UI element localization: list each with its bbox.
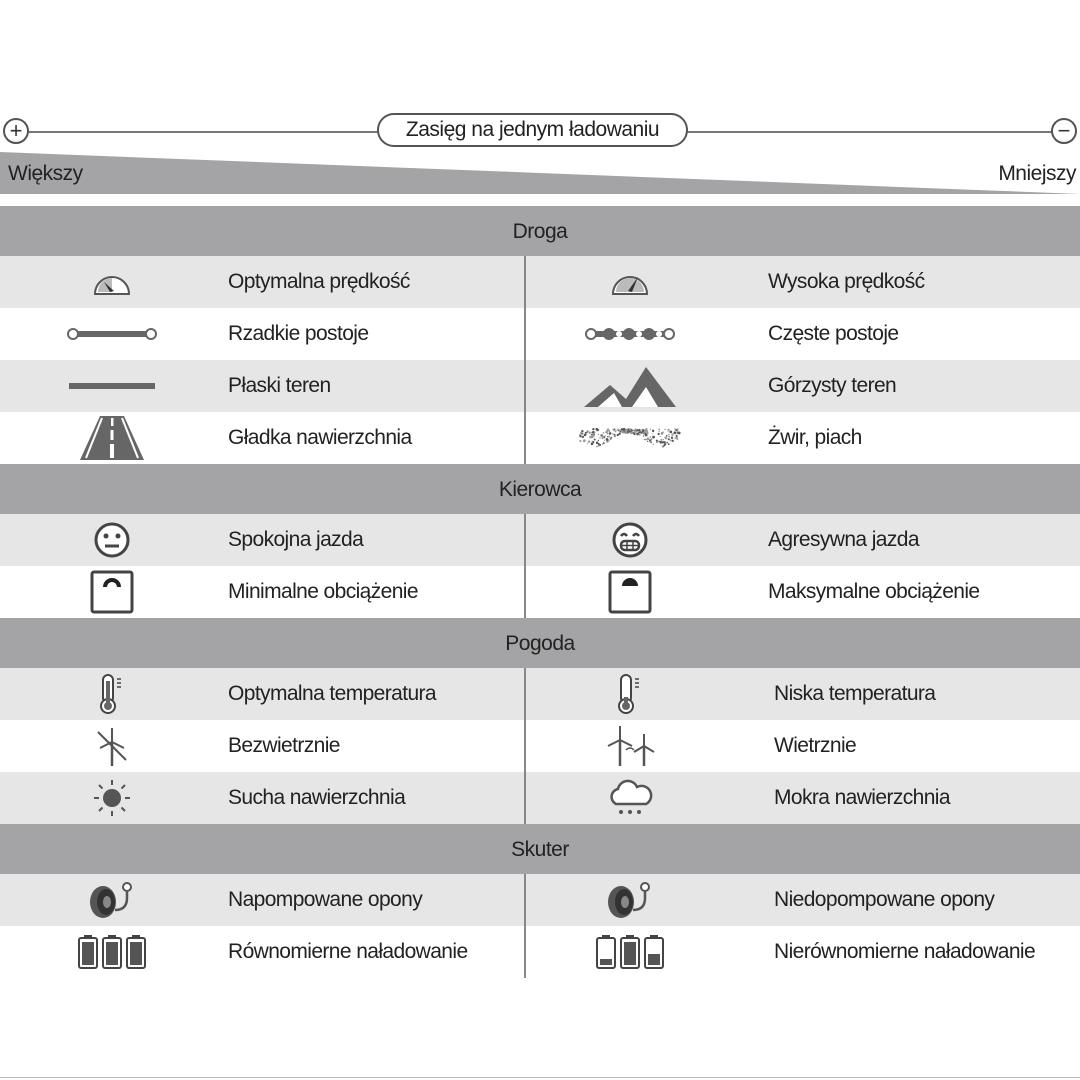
factor-label: Wysoka prędkość — [768, 270, 925, 293]
section-header-skuter: Skuter — [0, 824, 1080, 874]
range-wedge — [0, 152, 1080, 194]
factor-row — [0, 720, 1080, 772]
factor-label: Optymalna prędkość — [228, 270, 410, 293]
wind-turbine-off-icon — [52, 720, 172, 772]
factor-row — [0, 566, 1080, 618]
factor-label: Rzadkie postoje — [228, 322, 369, 345]
road-icon — [52, 412, 172, 464]
factor-row — [0, 668, 1080, 720]
flat-terrain-icon — [52, 360, 172, 412]
factor-label: Wietrznie — [774, 734, 857, 757]
factor-label: Płaski teren — [228, 374, 331, 397]
factor-row — [0, 412, 1080, 464]
range-title: Zasięg na jednym ładowaniu — [377, 113, 688, 147]
rain-cloud-icon — [570, 772, 690, 824]
factor-label: Bezwietrznie — [228, 734, 340, 757]
factor-label: Równomierne naładowanie — [228, 940, 468, 963]
factor-label: Sucha nawierzchnia — [228, 786, 406, 809]
tire-pressure-full-icon — [52, 874, 172, 926]
bottom-divider — [0, 1077, 1080, 1078]
factor-row — [0, 772, 1080, 824]
factor-row — [0, 514, 1080, 566]
range-scale-header — [0, 112, 1080, 152]
batteries-uneven-icon — [570, 926, 690, 978]
section-header-kierowca: Kierowca — [0, 464, 1080, 514]
factor-label: Niedopompowane opony — [774, 888, 995, 911]
factor-row — [0, 926, 1080, 978]
factor-label: Minimalne obciążenie — [228, 580, 418, 603]
factors-table — [0, 206, 1080, 978]
factor-row — [0, 874, 1080, 926]
less-label: Mniejszy — [998, 162, 1076, 185]
factor-label: Maksymalne obciążenie — [768, 580, 980, 603]
factor-label: Spokojna jazda — [228, 528, 364, 551]
factor-label: Gładka nawierzchnia — [228, 426, 412, 449]
section-header-pogoda: Pogoda — [0, 618, 1080, 668]
factor-label: Napompowane opony — [228, 888, 423, 911]
thermometer-low-icon — [570, 668, 690, 720]
more-label: Większy — [8, 162, 83, 185]
factor-label: Optymalna temperatura — [228, 682, 437, 705]
factor-label: Górzysty teren — [768, 374, 897, 397]
plus-icon: + — [3, 118, 29, 144]
factor-row — [0, 256, 1080, 308]
factor-label: Żwir, piach — [768, 426, 862, 449]
grimace-face-icon — [570, 514, 690, 566]
scale-min-icon — [52, 566, 172, 618]
factor-row — [0, 308, 1080, 360]
batteries-even-icon — [52, 926, 172, 978]
tire-pressure-low-icon — [570, 874, 690, 926]
speedometer-low-icon — [52, 256, 172, 308]
wind-turbines-icon — [570, 720, 690, 772]
frequent-stops-icon — [570, 308, 690, 360]
calm-face-icon — [52, 514, 172, 566]
factor-label: Częste postoje — [768, 322, 899, 345]
section-header-droga: Droga — [0, 206, 1080, 256]
speedometer-high-icon — [570, 256, 690, 308]
factor-label: Mokra nawierzchnia — [774, 786, 950, 809]
scale-max-icon — [570, 566, 690, 618]
thermometer-high-icon — [52, 668, 172, 720]
factor-label: Agresywna jazda — [768, 528, 919, 551]
sun-icon — [52, 772, 172, 824]
factor-label: Niska temperatura — [774, 682, 936, 705]
gravel-icon — [570, 412, 690, 464]
mountains-icon — [570, 360, 690, 412]
factor-label: Nierównomierne naładowanie — [774, 940, 1036, 963]
minus-icon: − — [1051, 118, 1077, 144]
factor-row — [0, 360, 1080, 412]
rare-stops-icon — [52, 308, 172, 360]
